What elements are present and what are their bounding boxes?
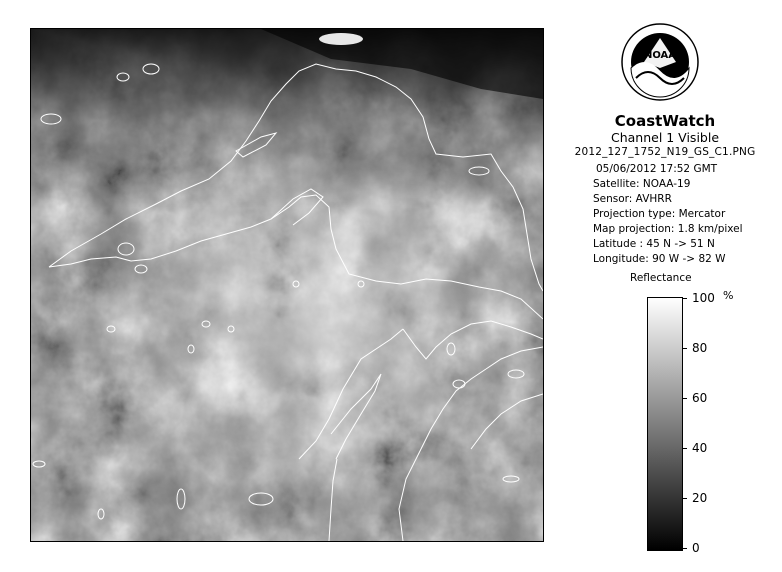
channel-label: Channel 1 Visible [610,130,720,145]
satellite-image [30,28,544,542]
sensor-label: Sensor: AVHRR [593,193,672,205]
metadata-details [593,162,743,267]
colorbar-tick-label: 100 [692,291,715,305]
map-projection-label: Map projection: 1.8 km/pixel [593,223,743,235]
colorbar-unit: % [723,289,734,302]
colorbar-tick-label: 40 [692,441,708,455]
header [556,112,774,159]
colorbar-tick [682,448,687,449]
noaa-logo-text: NOAA [643,50,677,61]
colorbar-tick [682,548,687,549]
colorbar-tick-label: 20 [692,491,708,505]
noaa-logo-icon [620,18,700,106]
datetime-label: 05/06/2012 17:52 GMT [596,163,718,175]
colorbar [647,297,683,551]
page-title: CoastWatch [614,112,716,130]
cloud-map [31,29,543,541]
colorbar-tick-label: 60 [692,391,708,405]
projection-type-label: Projection type: Mercator [593,208,726,220]
longitude-label: Longitude: 90 W -> 82 W [593,253,726,265]
colorbar-tick [682,298,687,299]
satellite-label: Satellite: NOAA-19 [593,178,691,190]
colorbar-title: Reflectance [630,272,692,284]
colorbar-tick-label: 80 [692,341,708,355]
noaa-logo [620,18,700,106]
latitude-label: Latitude : 45 N -> 51 N [593,238,715,250]
colorbar-tick [682,498,687,499]
colorbar-tick-label: 0 [692,541,700,555]
colorbar-tick [682,348,687,349]
colorbar-tick [682,398,687,399]
filename-label: 2012_127_1752_N19_GS_C1.PNG [574,146,756,158]
